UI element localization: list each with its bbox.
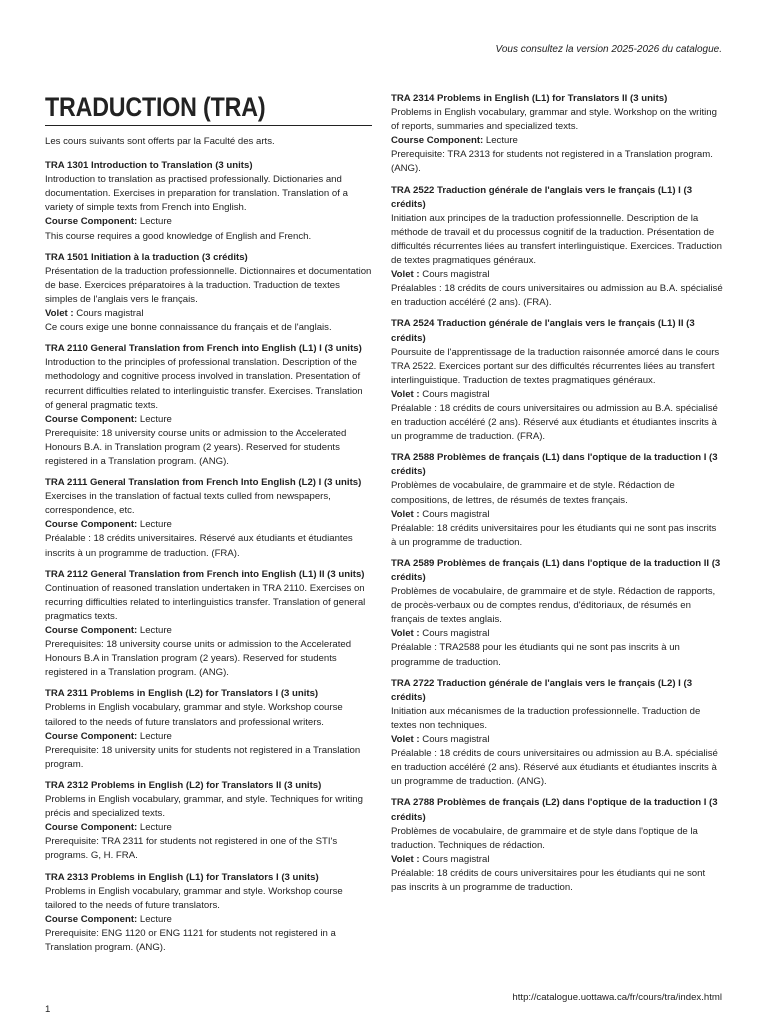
page-title: TRADUCTION (TRA) [45,92,266,122]
course-description: Problems in English vocabulary, grammar and style. Workshop course tailored to the needs of future translators and professional writers. [45,702,343,728]
course-component-value: Cours magistral [419,853,490,865]
course-description: Problems in English vocabulary, grammar, and style. Techniques for writing précis and specialized texts. [45,794,363,820]
course-component [391,268,723,282]
course-title: TRA 2313 Problems in English (L1) for Translators I (3 units) [45,871,319,883]
course-component [391,853,723,867]
course-component-value: Lecture [137,913,172,925]
course-entry [45,159,372,244]
course-component-label: Volet : [391,734,420,746]
course-title: TRA 2524 Traduction générale de l'anglais vers le français (L1) II (3 crédits) [391,318,695,344]
course-title: TRA 1301 Introduction to Translation (3 units) [45,160,253,172]
course-component-label: Course Component: [45,216,138,228]
course-prerequisite: Préalable : 18 crédits universitaires. Réservé aux étudiants et étudiantes inscrits à un programme de traduction. (FRA). [45,533,353,559]
left-column [45,92,372,962]
course-description: Continuation of reasoned translation undertaken in TRA 2110. Exercises on recurring difficulties related to interlinguistics transfer. Translation of general pragmatics texts. [45,582,366,622]
course-description: Initiation aux mécanismes de la traduction professionnelle. Traduction de textes non techniques. [391,705,701,731]
course-description: Initiation aux principes de la traduction professionnelle. Description de la méthode de travail et du processus cognitif de la traduction. Présentation de difficultés récurrentes liées au transfert interlinguistique. Exercices. Traduction de textes pragmatiques généraux. [391,212,722,267]
page-number: 1 [45,1004,51,1015]
course-component-value: Lecture [137,519,172,531]
course-entry [391,317,723,444]
course-entry [391,184,723,311]
course-component-value: Cours magistral [419,628,490,640]
course-component-label: Volet : [45,308,74,320]
course-component-value: Lecture [137,216,172,228]
course-description: Problèmes de vocabulaire, de grammaire et de style dans l'optique de la traduction. Techniques de rédaction. [391,825,698,851]
course-title: TRA 2788 Problèmes de français (L2) dans l'optique de la traduction I (3 crédits) [391,797,718,823]
course-component [45,307,372,321]
course-component [391,508,723,522]
course-entry [45,779,372,864]
course-prerequisite: This course requires a good knowledge of English and French. [45,230,312,242]
course-title: TRA 2314 Problems in English (L1) for Translators II (3 units) [391,93,668,104]
course-component-value: Lecture [137,730,172,742]
course-component-value: Lecture [137,822,172,834]
right-column [391,92,723,902]
course-component-label: Course Component: [45,730,138,742]
course-prerequisite: Prerequisite: 18 university course units or admission to the Accelerated Honours B.A. in Translation program (2 years). Reserved for students registered in a Translation program. (ANG). [45,427,347,467]
course-prerequisite: Préalable : 18 crédits de cours universitaires ou admission au B.A. spécialisé en traduction accéléré (2 ans). Réservé aux étudiants et étudiantes inscrits à un programme de traduction. (FRA). [391,402,718,443]
course-component-value: Lecture [483,135,518,147]
course-title: TRA 2522 Traduction générale de l'anglais vers le français (L1) I (3 crédits) [391,184,693,210]
course-entry [391,557,723,670]
course-description: Problèmes de vocabulaire, de grammaire et de style. Rédaction de compositions, de lettres, de résumés de textes français. [391,480,675,506]
course-component [45,624,372,638]
course-component-value: Cours magistral [419,508,490,520]
course-prerequisite: Prerequisite: TRA 2313 for students not registered in a Translation program. (ANG). [391,149,713,175]
course-title: TRA 1501 Initiation à la traduction (3 crédits) [45,251,248,263]
course-description: Poursuite de l'apprentissage de la traduction raisonnée amorcé dans le cours TRA 2522. Exercices portant sur des difficultés récurrentes liées au transfert interlinguistique. Traduction de textes pragmatiques généraux. [391,346,720,386]
course-component-value: Cours magistral [419,388,490,400]
course-title: TRA 2588 Problèmes de français (L1) dans l'optique de la traduction I (3 crédits) [391,452,718,478]
course-prerequisite: Ce cours exige une bonne connaissance du français et de l'anglais. [45,322,332,334]
course-component-label: Course Component: [391,135,484,147]
course-component [391,627,723,641]
course-entry [45,871,372,956]
course-component-label: Course Component: [45,625,138,636]
course-component [45,913,372,927]
course-title: TRA 2112 General Translation from French into English (L1) II (3 units) [45,568,365,580]
course-entry [45,251,372,336]
catalogue-version-note: Vous consultez la version 2025-2026 du catalogue. [495,44,722,55]
course-component-label: Course Component: [45,519,138,531]
course-entry [45,342,372,469]
course-prerequisite: Prerequisite: 18 university units for students not registered in a Translation program. [45,744,361,770]
course-component [45,518,372,532]
course-component-label: Course Component: [45,822,138,834]
right-course-list [391,92,723,895]
course-component-label: Volet : [391,508,420,520]
course-title: TRA 2312 Problems in English (L2) for Translators II (3 units) [45,779,322,791]
course-description: Introduction to the principles of professional translation. Description of the methodology and cognitive process involved in translation. Presentation of recurrent difficulties related to interlinguistic transfer. Exercises. Translation of general pragmatic texts. [45,357,363,411]
course-title: TRA 2111 General Translation from French Into English (L2) I (3 units) [45,477,362,489]
course-description: Introduction to translation as practised professionally. Dictionaries and documentation. Exercises in preparation for translation. Translation of a variety of simple texts from French into English. [45,174,348,214]
course-entry [391,92,723,177]
course-component-label: Course Component: [45,413,138,425]
course-component [45,730,372,744]
course-prerequisite: Prerequisite: TRA 2311 for students not registered in one of the STI's programs. G, H. FRA. [45,836,338,862]
title-divider [45,125,372,126]
course-component [45,215,372,229]
course-prerequisite: Préalable: 18 crédits de cours universitaires pour les étudiants qui ne sont pas inscrits à un programme de traduction. [391,867,706,893]
course-description: Problems in English vocabulary, grammar and style. Workshop on the writing of reports, summaries and specialized texts. [391,107,717,133]
course-prerequisite: Préalable: 18 crédits universitaires pour les étudiants qui ne sont pas inscrits à un programme de traduction. [391,522,717,548]
course-entry [391,451,723,550]
course-component-label: Volet : [391,388,420,400]
course-component-value: Cours magistral [419,269,490,281]
course-component-label: Volet : [391,628,420,640]
course-component-label: Volet : [391,853,420,865]
course-component [391,733,723,747]
course-component-label: Volet : [391,269,420,281]
course-title: TRA 2311 Problems in English (L2) for Translators I (3 units) [45,688,319,700]
course-title: TRA 2589 Problèmes de français (L1) dans l'optique de la traduction II (3 crédits) [391,557,721,583]
course-entry [391,796,723,895]
course-prerequisite: Préalables : 18 crédits de cours universitaires ou admission au B.A. spécialisé en traduction accéléré (2 ans). (FRA). [391,283,723,309]
course-prerequisite: Préalable : 18 crédits de cours universitaires ou admission au B.A. spécialisé en traduction accéléré (2 ans). Réservé aux étudiants et étudiantes inscrits à un programme de traduction. (ANG). [391,748,718,788]
footer-url-link[interactable]: http://catalogue.uottawa.ca/fr/cours/tra/index.html [512,992,722,1003]
course-prerequisite: Prerequisites: 18 university course units or admission to the Accelerated Honours B.A in Translation program (2 years). Reserved for students registered in a Translation program. (ANG). [45,639,352,679]
course-component-value: Cours magistral [419,734,490,746]
course-component [391,388,723,402]
course-component [45,821,372,835]
course-title: TRA 2722 Traduction générale de l'anglais vers le français (L2) I (3 crédits) [391,677,693,703]
course-title: TRA 2110 General Translation from French into English (L1) I (3 units) [45,343,362,355]
course-description: Présentation de la traduction professionnelle. Dictionnaires et documentation de base. Exercices préparatoires à la traduction. Traduction de textes simples de l'anglais vers le français. [45,265,372,305]
course-entry [45,687,372,772]
course-entry [391,677,723,790]
course-entry [45,568,372,681]
course-component [45,413,372,427]
course-component [391,134,723,148]
course-prerequisite: Préalable : TRA2588 pour les étudiants qui ne sont pas inscrits à un programme de traduction. [391,642,680,668]
course-component-value: Lecture [137,413,172,425]
course-component-label: Course Component: [45,913,138,925]
course-component-value: Lecture [137,625,172,636]
course-entry [45,476,372,561]
course-description: Problems in English vocabulary, grammar and style. Workshop course tailored to the needs of future translators. [45,885,343,911]
course-prerequisite: Prerequisite: ENG 1120 or ENG 1121 for students not registered in a Translation program. (ANG). [45,927,336,953]
course-description: Problèmes de vocabulaire, de grammaire et de style. Rédaction de rapports, de procès-verbaux ou de comptes rendus, d'éditoriaux, de résumés en français de textes anglais. [391,586,716,626]
left-course-list [45,159,372,955]
course-description: Exercises in the translation of factual texts culled from newspapers, correspondence, etc. [45,491,331,517]
intro-text: Les cours suivants sont offerts par la Faculté des arts. [45,136,275,147]
course-component-value: Cours magistral [73,308,144,320]
